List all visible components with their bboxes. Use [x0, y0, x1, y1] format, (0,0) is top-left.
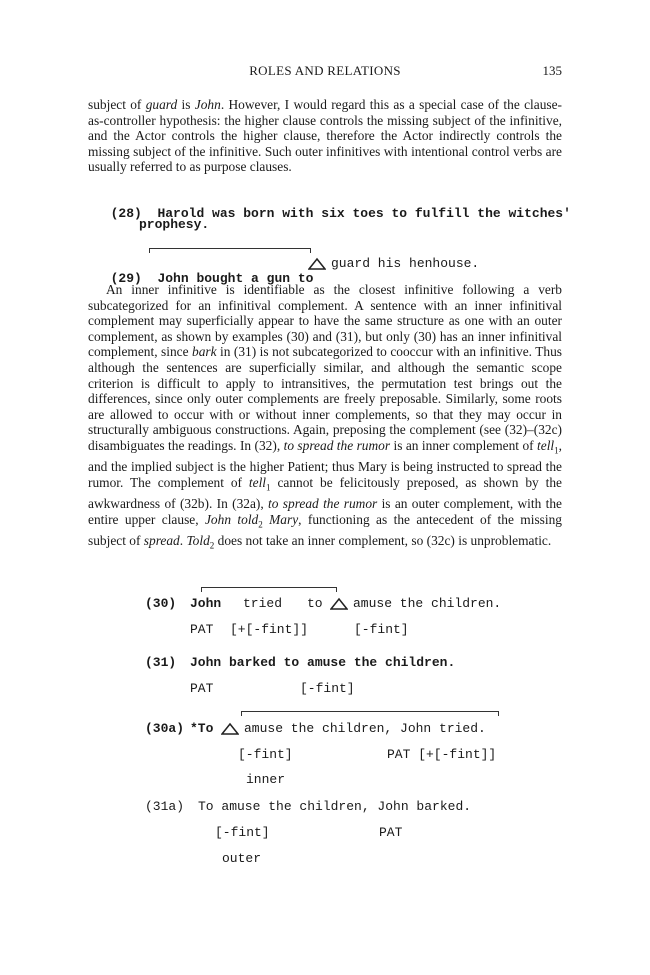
paragraph-2: An inner infinitive is identifiable as the closest infinitive following a verb subcategorized for an infinitival complement. A sentence with an inner infinitival complement may superficially appear to have the same structure as one with an outer complement, as shown by examples (30) and (31), but only (30) has an inner infinitival complement, since bark in (31) is not subcategorized to cooccur with an infinitive. Thus although the sentences are superficially similar, and although the semantic scope criterion is difficult to apply to intransitives, the permutation test brings out the differences, since only outer complements are freely preposable. Similarly, some roots are allowed to occur with or without inner complements, so that they may occur in structurally ambiguous constructions. Again, preposing the complement (see (32)–(32c) disambiguates the readings. In (32), to spread the rumor is an inner complement of tell$_1$, and the implied subject is the higher Patient; thus Mary is being instructed to spread the rumor. The complement of tell$_1$ cannot be felicitously preposed, as shown by the awkwardness of (32b). In (32a), to spread the rumor is an outer complement, with the entire upper clause, John told$_2$ Mary, functioning as the antecedent of the missing subject of spread. Told$_2$ does not take an inner complement, so (32c) is unproblematic.: [88, 282, 563, 551]
scope-bracket: [201, 587, 337, 592]
example-29: (29) John bought a gun to: [110, 271, 314, 286]
running-title: ROLES AND RELATIONS: [249, 63, 401, 78]
page-number: 135: [542, 63, 562, 78]
paragraph-1: subject of guard is John. However, I would regard this as a special case of the clause-as-controller hypothesis: the higher clause controls the missing subject of the infinitive, and the Actor controls the higher clause, therefore the Actor indirectly controls the missing subject of the infinitive. Such outer infinitives with intentional control verbs are usually referred to as purpose clauses.: [88, 97, 563, 175]
example-text: John barked to amuse the children.: [190, 655, 456, 670]
gap-triangle-icon: [330, 597, 348, 611]
gap-triangle-icon: [221, 722, 239, 736]
example-number: (29): [110, 271, 142, 286]
gap-triangle-icon: [308, 257, 326, 271]
example-number: (30a): [145, 721, 185, 736]
example-text: To amuse the children, John barked.: [198, 799, 472, 814]
page-header: [0, 63, 650, 83]
example-number: (28): [110, 206, 142, 221]
example-29-post: guard his henhouse.: [331, 256, 480, 271]
scope-bracket: [241, 711, 499, 716]
example-28-cont: prophesy.: [139, 217, 210, 232]
example-number: (31a): [145, 799, 185, 814]
example-text: Harold was born with six toes to fulfill the witches': [157, 206, 571, 221]
example-number: (31): [145, 655, 177, 670]
example-number: (30): [145, 596, 177, 611]
scope-bracket: [149, 248, 311, 253]
